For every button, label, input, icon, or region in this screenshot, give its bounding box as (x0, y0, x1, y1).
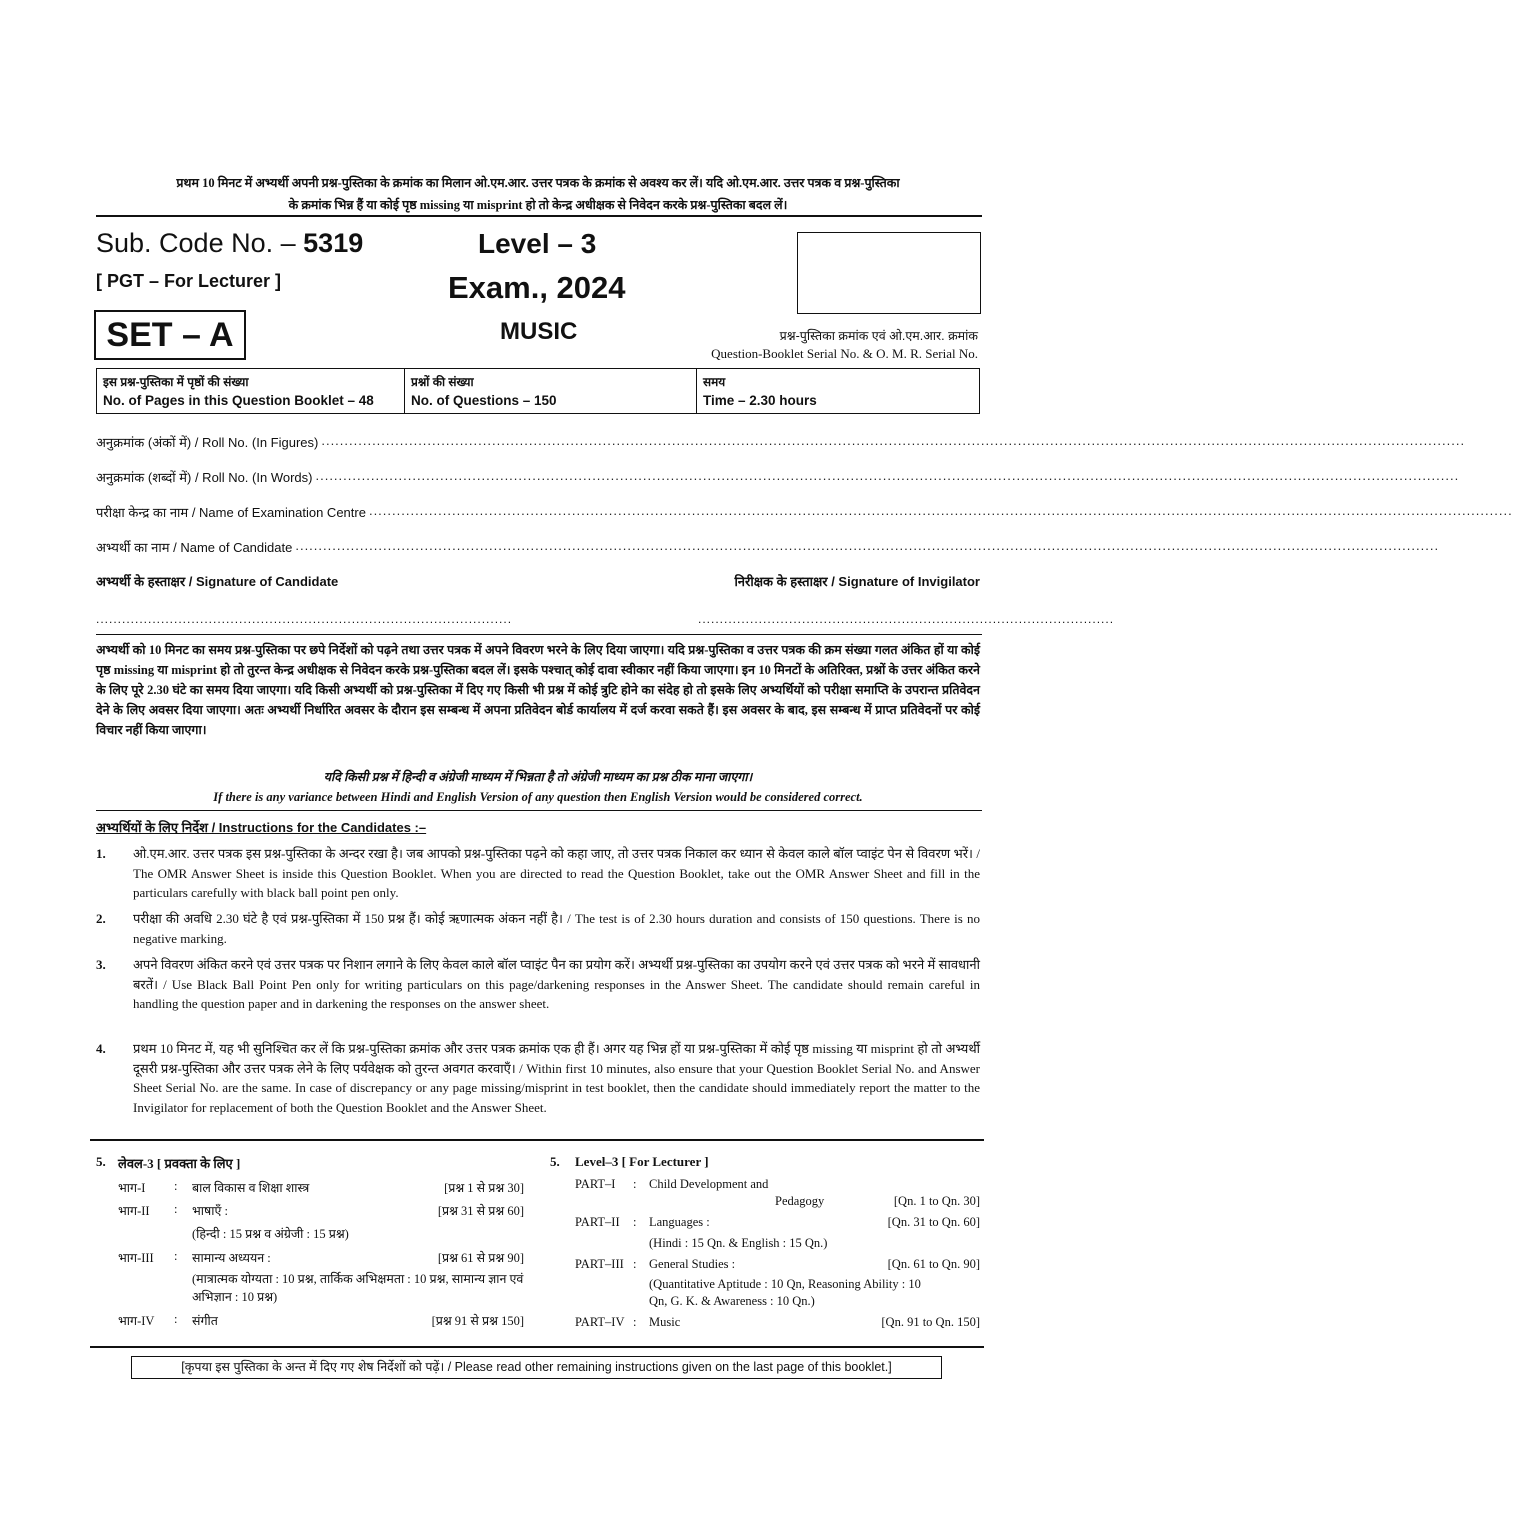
section-title-english: Level–3 [ For Lecturer ] (575, 1154, 709, 1169)
instruction-text: प्रथम 10 मिनट में, यह भी सुनिश्चित कर लें कि प्रश्न-पुस्तिका क्रमांक और उत्तर पत्रक क्रमांक एक ही हैं। अगर यह भिन्न हों या प्रश्न-पुस्तिका में कोई पृष्ठ missing या misprint हो तो अभ्यर्थी दूसरी प्रश्न-पुस्तिका और उत्तर पत्रक लेने के लिए पर्यवेक्षक को तुरन्त अवगत करवाएँ। / Within first 10 minutes, also ensure that your Question Booklet Serial No. and Answer Sheet Serial No. are the same. In case of discrepancy or any page missing/misprint in test booklet, then the candidate should immediately report the matter to the Invigilator for replacement of both the Question Booklet and the Answer Sheet. (133, 1041, 980, 1115)
serial-caption-english: Question-Booklet Serial No. & O. M. R. Serial No. (711, 346, 978, 361)
part-label: भाग-II (118, 1204, 150, 1218)
part-colon: : (633, 1315, 637, 1329)
invigilator-signature-line[interactable]: ................................................................................................ (698, 612, 1115, 626)
instruction-item (96, 909, 980, 948)
part-range: [प्रश्न 31 से प्रश्न 60] (437, 1204, 524, 1218)
part-subtext: (Quantitative Aptitude : 10 Qn, Reasoning Ability : 10 Qn, G. K. & Awareness : 10 Qn.) (649, 1277, 921, 1308)
part-row (550, 1177, 980, 1192)
divider-before-parts (90, 1139, 984, 1141)
part-row (96, 1312, 524, 1329)
roll-words-blank[interactable]: ........................................................................................................................................................................................................................................................ (315, 468, 1460, 483)
part-range: [Qn. 61 to Qn. 90] (887, 1257, 980, 1271)
section-title-hindi: लेवल-3 [ प्रवक्ता के लिए ] (118, 1156, 241, 1171)
roll-figures-blank[interactable]: ........................................................................................................................................................................................................................................................ (321, 433, 1466, 448)
parts-english (550, 1154, 980, 1330)
variance-note-english: If there is any variance between Hindi and English Version of any question then English Version would be considered correct. (213, 790, 863, 804)
subject-code (96, 228, 363, 259)
part-name: संगीत (192, 1314, 218, 1328)
part-label: भाग-IV (118, 1314, 155, 1328)
part-name: Languages : (649, 1215, 710, 1229)
part-range: [प्रश्न 1 से प्रश्न 30] (444, 1181, 524, 1195)
instruction-text: ओ.एम.आर. उत्तर पत्रक इस प्रश्न-पुस्तिका के अन्दर रखा है। जब आपको प्रश्न-पुस्तिका पढ़ने को कहा जाए, तो उत्तर पत्रक निकाल कर ध्यान से केवल काले बॉल प्वाइंट पेन से विवरण भरें। / The OMR Answer Sheet is inside this Question Booklet. When you are directed to read the Question Booklet, take out the OMR Answer Sheet and fill in the particulars carefully with black ball point pen only. (133, 846, 980, 900)
divider-before-instructions (96, 810, 982, 811)
pages-label: No. of Pages in this Question Booklet – 48 (103, 393, 374, 408)
part-colon: : (633, 1215, 637, 1229)
part-name: Music (649, 1315, 681, 1329)
instruction-number: 3. (96, 957, 106, 972)
parts-hindi (96, 1154, 524, 1329)
serial-caption-hindi: प्रश्न-पुस्तिका क्रमांक एवं ओ.एम.आर. क्रमांक (779, 329, 978, 343)
part-name: बाल विकास व शिक्षा शास्त्र (192, 1181, 310, 1195)
section-number: 5. (96, 1154, 106, 1169)
candidate-signature-line[interactable]: ................................................................................................ (96, 612, 513, 626)
part-name-continued: Pedagogy (775, 1194, 825, 1208)
pages-label-hindi: इस प्रश्न-पुस्तिका में पृष्ठों की संख्या (103, 375, 249, 389)
part-name: Child Development and (649, 1177, 769, 1191)
part-range: [प्रश्न 91 से प्रश्न 150] (431, 1314, 524, 1328)
part-colon: : (633, 1177, 637, 1191)
part-colon: : (174, 1312, 178, 1326)
instruction-number: 1. (96, 846, 106, 861)
level-title: Level – 3 (478, 228, 597, 259)
instruction-text: परीक्षा की अवधि 2.30 घंटे है एवं प्रश्न-पुस्तिका में 150 प्रश्न हैं। कोई ऋणात्मक अंकन नहीं है। / The test is of 2.30 hours duration and consists of 150 questions. There is no negative marking. (133, 911, 980, 946)
pages-cell (97, 369, 405, 413)
top-divider (96, 215, 982, 217)
time-label: Time – 2.30 hours (703, 393, 817, 408)
part-row (550, 1257, 980, 1272)
part-label: PART–II (575, 1215, 620, 1229)
roll-figures-label: अनुक्रमांक (अंकों में) / Roll No. (In Figures) (96, 435, 319, 450)
part-colon: : (174, 1179, 178, 1193)
instructions-heading: अभ्यर्थियों के लिए निर्देश / Instructions for the Candidates :– (96, 820, 427, 835)
part-colon: : (633, 1257, 637, 1271)
candidate-name-field[interactable] (96, 538, 1440, 556)
instruction-number: 4. (96, 1041, 106, 1056)
general-instructions-paragraph: अभ्यर्थी को 10 मिनट का समय प्रश्न-पुस्तिका पर छपे निर्देशों को पढ़ने तथा उत्तर पत्रक में अपने विवरण भरने के लिए दिया जाएगा। यदि प्रश्न-पुस्तिका व उत्तर पत्रक की क्रम संख्या गलत अंकित हों या कोई पृष्ठ missing या misprint हो तो तुरन्त केन्द्र अधीक्षक से निवेदन करके प्रश्न-पुस्तिका बदल लें। इसके पश्चात् कोई दावा स्वीकार नहीं किया जाएगा। इन 10 मिनटों के अतिरिक्त, प्रश्नों के उत्तर अंकित करने के लिए पूरे 2.30 घंटे का समय दिया जाएगा। यदि किसी अभ्यर्थी को प्रश्न-पुस्तिका में दिए गए किसी भी प्रश्न में कोई त्रुटि होने का संदेह हो तो इसके लिए अभ्यर्थियों को परीक्षा समाप्ति के उपरान्त प्रतिवेदन देने के लिए अवसर दिया जाएगा। अतः अभ्यर्थी निर्धारित अवसर के दौरान इस सम्बन्ध में अपना प्रतिवेदन बोर्ड कार्यालय में दर्ज करवा सकते हैं। इस अवसर के बाद, इस सम्बन्ध में प्राप्त प्रतिवेदनों पर कोई विचार नहीं किया जाएगा। (96, 643, 980, 737)
instruction-item (96, 1039, 980, 1117)
questions-label: No. of Questions – 150 (411, 393, 557, 408)
part-subtext: (मात्रात्मक योग्यता : 10 प्रश्न, तार्किक अभिक्षमता : 10 प्रश्न, सामान्य ज्ञान एवं अभिज्ञान : 10 प्रश्न) (192, 1272, 524, 1304)
section-number: 5. (550, 1154, 560, 1169)
time-label-hindi: समय (703, 375, 726, 389)
subject-name: MUSIC (500, 318, 578, 345)
candidate-name-blank[interactable]: ........................................................................................................................................................................................................................................................ (295, 538, 1440, 553)
part-label: भाग-III (118, 1251, 154, 1265)
part-row (96, 1249, 524, 1266)
invigilator-signature-label: निरीक्षक के हस्ताक्षर / Signature of Invigilator (734, 574, 980, 589)
part-range: [Qn. 1 to Qn. 30] (893, 1194, 980, 1208)
footer-note: [कृपया इस पुस्तिका के अन्त में दिए गए शेष निर्देशों को पढ़ें। / Please read other remaining instructions given on the last page of this booklet.] (131, 1356, 942, 1379)
candidate-name-label: अभ्यर्थी का नाम / Name of Candidate (96, 540, 293, 555)
candidate-signature-label: अभ्यर्थी के हस्ताक्षर / Signature of Candidate (96, 574, 339, 589)
part-colon: : (174, 1249, 178, 1263)
part-label: PART–III (575, 1257, 624, 1271)
roll-figures-field[interactable] (96, 433, 1466, 451)
part-subtext: (Hindi : 15 Qn. & English : 15 Qn.) (649, 1236, 828, 1250)
instruction-text: अपने विवरण अंकित करने एवं उत्तर पत्रक पर निशान लगाने के लिए केवल काले बॉल प्वाइंट पैन का प्रयोग करें। अभ्यर्थी प्रश्न-पुस्तिका का उपयोग करने एवं उत्तर पत्रक को भरने में सावधानी बरतें। / Use Black Ball Point Pen only for writing particulars on this page/darkening responses in the Answer Sheet. The candidate should remain careful in handling the question paper and in darkening the responses on the answer sheet. (133, 957, 980, 1011)
part-subtext: (हिन्दी : 15 प्रश्न व अंग्रेजी : 15 प्रश्न) (192, 1227, 349, 1241)
part-row (550, 1215, 980, 1230)
set-label: SET – A (94, 310, 246, 360)
part-label: PART–I (575, 1177, 616, 1191)
serial-number-box (797, 232, 981, 314)
exam-title: Exam., 2024 (448, 270, 626, 305)
part-row (96, 1202, 524, 1219)
part-row-continued (550, 1194, 980, 1209)
part-range: [प्रश्न 61 से प्रश्न 90] (437, 1251, 524, 1265)
time-cell (697, 369, 979, 413)
roll-words-label: अनुक्रमांक (शब्दों में) / Roll No. (In Words) (96, 470, 313, 485)
part-row (96, 1179, 524, 1196)
part-range: [Qn. 91 to Qn. 150] (881, 1315, 980, 1329)
top-notice-line-1: प्रथम 10 मिनट में अभ्यर्थी अपनी प्रश्न-पुस्तिका के क्रमांक का मिलान ओ.एम.आर. उत्तर पत्रक के क्रमांक से अवश्य कर लें। यदि ओ.एम.आर. उत्तर पत्रक व प्रश्न-पुस्तिका (176, 176, 900, 190)
part-name: सामान्य अध्ययन : (192, 1251, 271, 1265)
top-notice-line-2: के क्रमांक भिन्न हैं या कोई पृष्ठ missing या misprint हो तो केन्द्र अधीक्षक से निवेदन करके प्रश्न-पुस्तिका बदल लें। (288, 198, 788, 212)
questions-label-hindi: प्रश्नों की संख्या (411, 375, 474, 389)
divider-before-notice (96, 634, 982, 635)
part-colon: : (174, 1202, 178, 1216)
centre-blank[interactable]: ........................................................................................................................................................................................................................................................ (368, 503, 1513, 518)
roll-words-field[interactable] (96, 468, 1460, 486)
part-name: भाषाएँ : (192, 1204, 228, 1218)
variance-note-hindi: यदि किसी प्रश्न में हिन्दी व अंग्रेजी माध्यम में भिन्नता है तो अंग्रेजी माध्यम का प्रश्न ठीक माना जाएगा। (323, 770, 753, 784)
part-label: भाग-I (118, 1181, 146, 1195)
part-range: [Qn. 31 to Qn. 60] (887, 1215, 980, 1229)
instruction-number: 2. (96, 911, 106, 926)
subject-code-value: 5319 (303, 228, 364, 258)
top-notice (96, 172, 980, 216)
instruction-item (96, 955, 980, 1014)
instruction-item (96, 844, 980, 903)
divider-before-footer (90, 1346, 984, 1348)
post-name: [ PGT – For Lecturer ] (96, 271, 282, 291)
centre-field[interactable] (96, 503, 1513, 521)
booklet-info-table (96, 368, 980, 414)
part-row (550, 1315, 980, 1330)
part-name: General Studies : (649, 1257, 736, 1271)
part-label: PART–IV (575, 1315, 625, 1329)
questions-cell (405, 369, 697, 413)
subject-code-prefix: Sub. Code No. – (96, 228, 296, 258)
centre-label: परीक्षा केन्द्र का नाम / Name of Examination Centre (96, 505, 366, 520)
